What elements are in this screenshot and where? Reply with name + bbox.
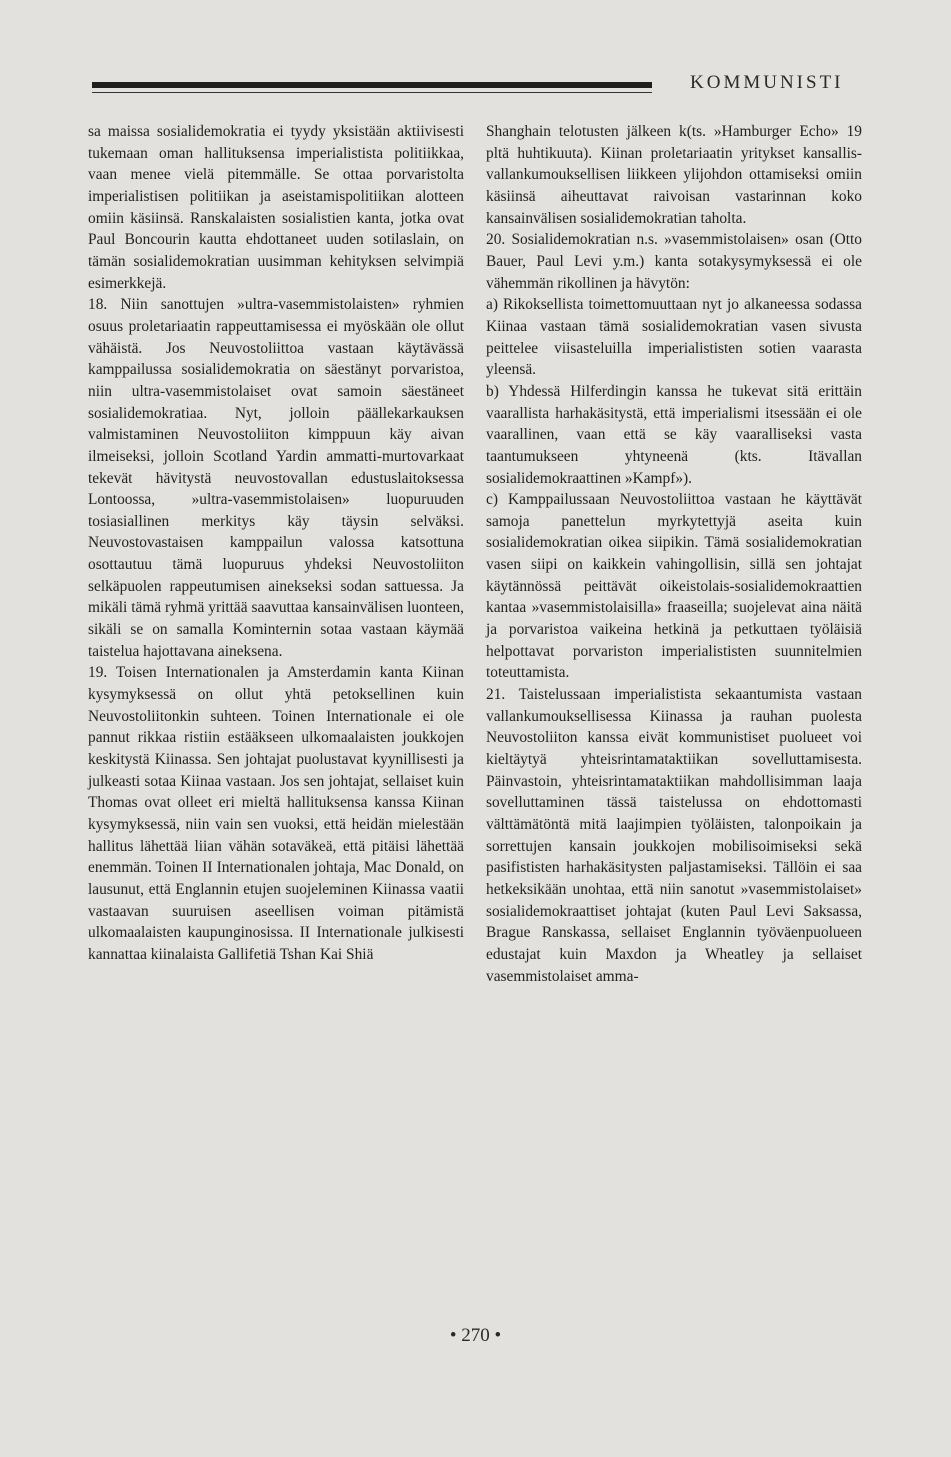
left-paragraph-3: 19. Toisen Internationalen ja Amsterdamin kanta Kiinan kysymyksessä on ollut yhtä petoksellinen kuin Neuvostoliitonkin suhteen. Toinen Internationale ei ole pannut rikkaa ristiin estääkseen ulkomaalaisten joukkojen keskitystä Kiinassa. Sen johtajat puolustavat kyynillisesti ja julkeasti sotaa Kiinaa vastaan. Jos sen johtajat, sellaiset kuin Thomas ovat olleet eri mieltä hallituksensa kanssa Kiinan kysymyksessä, niin vain sen vuoksi, että heidän mielestään hallitus lähettää liian vähän sotaväkeä, että pitäisi lähettää enemmän. Toinen II Internationalen johtaja, Mac Donald, on lausunut, että Englannin etujen suojeleminen Kiinassa vaatii vastaavan suuruisen aseellisen voiman pitämistä ulkomaalaisten kaupunginosissa. II Internationale julkisesti kannattaa kiinalaista Gallifetiä Tshan Kai Shiä: [88, 664, 464, 963]
right-paragraph-4: b) Yhdessä Hilferdingin kanssa he tukevat sitä erittäin vaarallista harhakäsitystä, että imperialismi itsessään ei ole vaarallinen, vaan että se käy vaaralliseksi vasta taantumukseen yhtyneenä (kts. Itävallan sosialidemokraattinen »Kampf»).: [486, 382, 862, 487]
right-column: [486, 121, 862, 987]
header-rule-thin: [92, 92, 652, 93]
right-paragraph-3: a) Rikoksellista toimettomuuttaan nyt jo alkaneessa sodassa Kiinaa vastaan tämä sosialidemokratian vasen sivusta peittelee viisasteluilla imperialististen sotien vaarasta yleensä.: [486, 296, 862, 379]
right-paragraph-5: c) Kamppailussaan Neuvostoliittoa vastaan he käyttävät samoja panettelun myrkytettyjä aseita kuin sosialidemokratian oikea siipikin. Tämä sosialidemokratian vasen siipi on kaikkein vahingollisin, sillä sen johtajat käytännössä peittävät oikeistolais-sosialidemokraattien kantaa »vasemmistolaisilla» fraaseilla; suojelevat aina näitä ja porvaristoa vaikeina hetkinä ja petkuttaen työläisiä helpottavat porvariston imperialististen suunnitelmien toteuttamista.: [486, 491, 862, 682]
right-paragraph-6: 21. Taistelussaan imperialistista sekaantumista vastaan vallankumouksellisessa Kiinassa ja rauhan puolesta Neuvostoliiton kanssa eivät kommunistiset puolueet voi kieltäytyä yhteisrintamataktiikan sovelluttamisesta. Päinvastoin, yhteisrintamataktiikan mahdollisimman laaja sovelluttaminen tässä taistelussa on ehdottomasti välttämätöntä mitä laajimpien työläisten, talonpoikain ja sorrettujen kansain joukkojen mobilisoimiseksi sekä pasifististen harhakäsitysten paljastamiseksi. Tällöin ei saa hetkeksikään unohtaa, että niin sanotut »vasemmistolaiset» sosialidemokraattiset johtajat (kuten Paul Levi Saksassa, Brague Ranskassa, sellaiset Englannin työväenpuolueen edustajat kuin Maxdon ja Wheatley ja sellaiset vasemmistolaiset amma-: [486, 686, 862, 985]
right-paragraph-1: Shanghain telotusten jälkeen k(ts. »Hamburger Echo» 19 pltä huhtikuuta). Kiinan proletariaatin yritykset kansallis-vallankumouksellisen liikkeen ylijohdon ottamiseksi omiin käsiinsä aiheuttavat raivoisan vastarinnan koko kansainvälisen sosialidemokratian taholta.: [486, 123, 862, 227]
left-paragraph-1: sa maissa sosialidemokratia ei tyydy yksistään aktiivisesti tukemaan oman hallituksensa imperialistista politiikkaa, vaan menee vielä pitemmälle. Se ottaa porvaristolta imperialistisen politiikan ja aseistamispolitiikan alotteen omiin käsiinsä. Ranskalaisten sosialistien kanta, jotka ovat Paul Boncourin kautta ehdottaneet uuden sotilaslain, on tämän sosialidemokratian uusimman kehityksen selvimpiä esimerkkejä.: [88, 123, 464, 292]
header-rule: [92, 82, 652, 88]
left-paragraph-2: 18. Niin sanottujen »ultra-vasemmistolaisten» ryhmien osuus proletariaatin rappeuttamisessa ei myöskään ole ollut vähäistä. Jos Neuvostoliittoa vastaan käytävässä kamppailussa sosialidemokratia on säestänyt porvaristoa, niin ultra-vasemmistolaiset ovat samoin säestäneet sosialidemokratiaa. Nyt, jolloin päällekarkauksen valmistaminen Neuvostoliiton kimppuun käy aivan ilmeiseksi, jolloin Scotland Yardin ammatti-murtovarkaat tekevät hävitystä neuvostovallan edustuslaitoksessa Lontoossa, »ultra-vasemmistolaisen» luopuruuden tosiasiallinen merkitys käy täysin selväksi. Neuvostovastaisen kamppailun valossa katsottuna osottautuu tämä luopuruus yhdeksi Neuvostoliiton selkäpuolen rappeutumisen ainekseksi sodan sattuessa. Ja mikäli tämä ryhmä yrittää saavuttaa kansainvälisen luonteen, sikäli se on samalla Kominternin sotaa vastaan käymää taistelua hajottavana aineksena.: [88, 296, 464, 660]
running-head: KOMMUNISTI: [690, 72, 844, 93]
page-number: • 270 •: [449, 1325, 502, 1346]
right-paragraph-2: 20. Sosialidemokratian n.s. »vasemmistolaisen» osan (Otto Bauer, Paul Levi y.m.) kanta sotakysymyksessä ei ole vähemmän rikollinen ja hävytön:: [486, 231, 862, 292]
left-column: [88, 121, 464, 966]
